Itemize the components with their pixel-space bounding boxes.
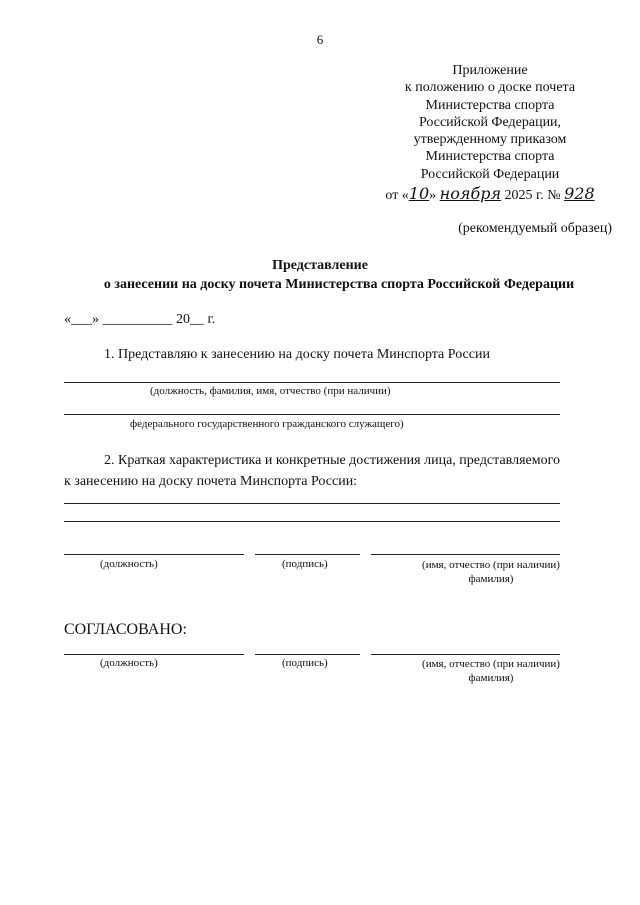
appendix-line: Министерства спорта: [425, 97, 555, 113]
fill-line: [64, 382, 560, 383]
appendix-line: утвержденному приказом: [413, 132, 567, 148]
order-year: 2025 г. №: [504, 188, 561, 204]
fill-line: [64, 521, 560, 522]
approved-label: СОГЛАСОВАНО:: [64, 621, 187, 638]
item-2-text: [64, 450, 612, 492]
order-mid: »: [429, 188, 437, 204]
signature-caption: (подпись): [282, 657, 328, 669]
document-title: Представление: [272, 258, 368, 273]
position-caption: (должность): [100, 558, 158, 570]
fill-line: [64, 414, 560, 415]
signature-line-signature: [255, 554, 360, 555]
date-line: «___» __________ 20__ г.: [64, 312, 216, 327]
fill-line: [64, 503, 560, 504]
name-caption: [395, 657, 587, 685]
order-prefix: от «: [385, 188, 409, 204]
appendix-line: Российской Федерации: [420, 166, 560, 182]
signature-line-signature: [255, 654, 360, 655]
appendix-block: [372, 62, 608, 204]
signature-line-position: [64, 554, 244, 555]
document-subtitle: о занесении на доску почета Министерства спорта Российской Федерации: [103, 277, 575, 292]
order-month-handwritten: ноября: [439, 184, 502, 204]
item-1-caption-1: (должность, фамилия, имя, отчество (при наличии): [150, 385, 391, 397]
name-caption: [395, 558, 587, 586]
signature-caption: (подпись): [282, 558, 328, 570]
appendix-line: Российской Федерации,: [418, 114, 562, 130]
signature-line-name: [371, 654, 560, 655]
page-number: 6: [316, 32, 324, 47]
order-reference: [372, 185, 608, 204]
item-2-line-1: 2. Краткая характеристика и конкретные достижения лица, представляемого: [104, 453, 560, 468]
name-caption-line-1: (имя, отчество (при наличии): [422, 658, 560, 670]
item-1-text: 1. Представляю к занесению на доску почета Минспорта России: [104, 347, 490, 362]
item-2-line-2: к занесению на доску почета Минспорта России:: [64, 474, 358, 489]
position-caption: (должность): [100, 657, 158, 669]
signature-line-name: [371, 554, 560, 555]
name-caption-line-2: фамилия): [468, 672, 514, 684]
appendix-line: к положению о доске почета: [404, 80, 576, 96]
order-day-handwritten: 10: [408, 184, 430, 204]
order-number-handwritten: 928: [564, 184, 595, 204]
appendix-line: Приложение: [452, 63, 528, 78]
appendix-line: Министерства спорта: [425, 149, 555, 165]
item-1-caption-2: федерального государственного гражданского служащего): [130, 418, 404, 430]
name-caption-line-1: (имя, отчество (при наличии): [422, 559, 560, 571]
signature-line-position: [64, 654, 244, 655]
sample-label: (рекомендуемый образец): [458, 221, 612, 236]
name-caption-line-2: фамилия): [468, 573, 514, 585]
